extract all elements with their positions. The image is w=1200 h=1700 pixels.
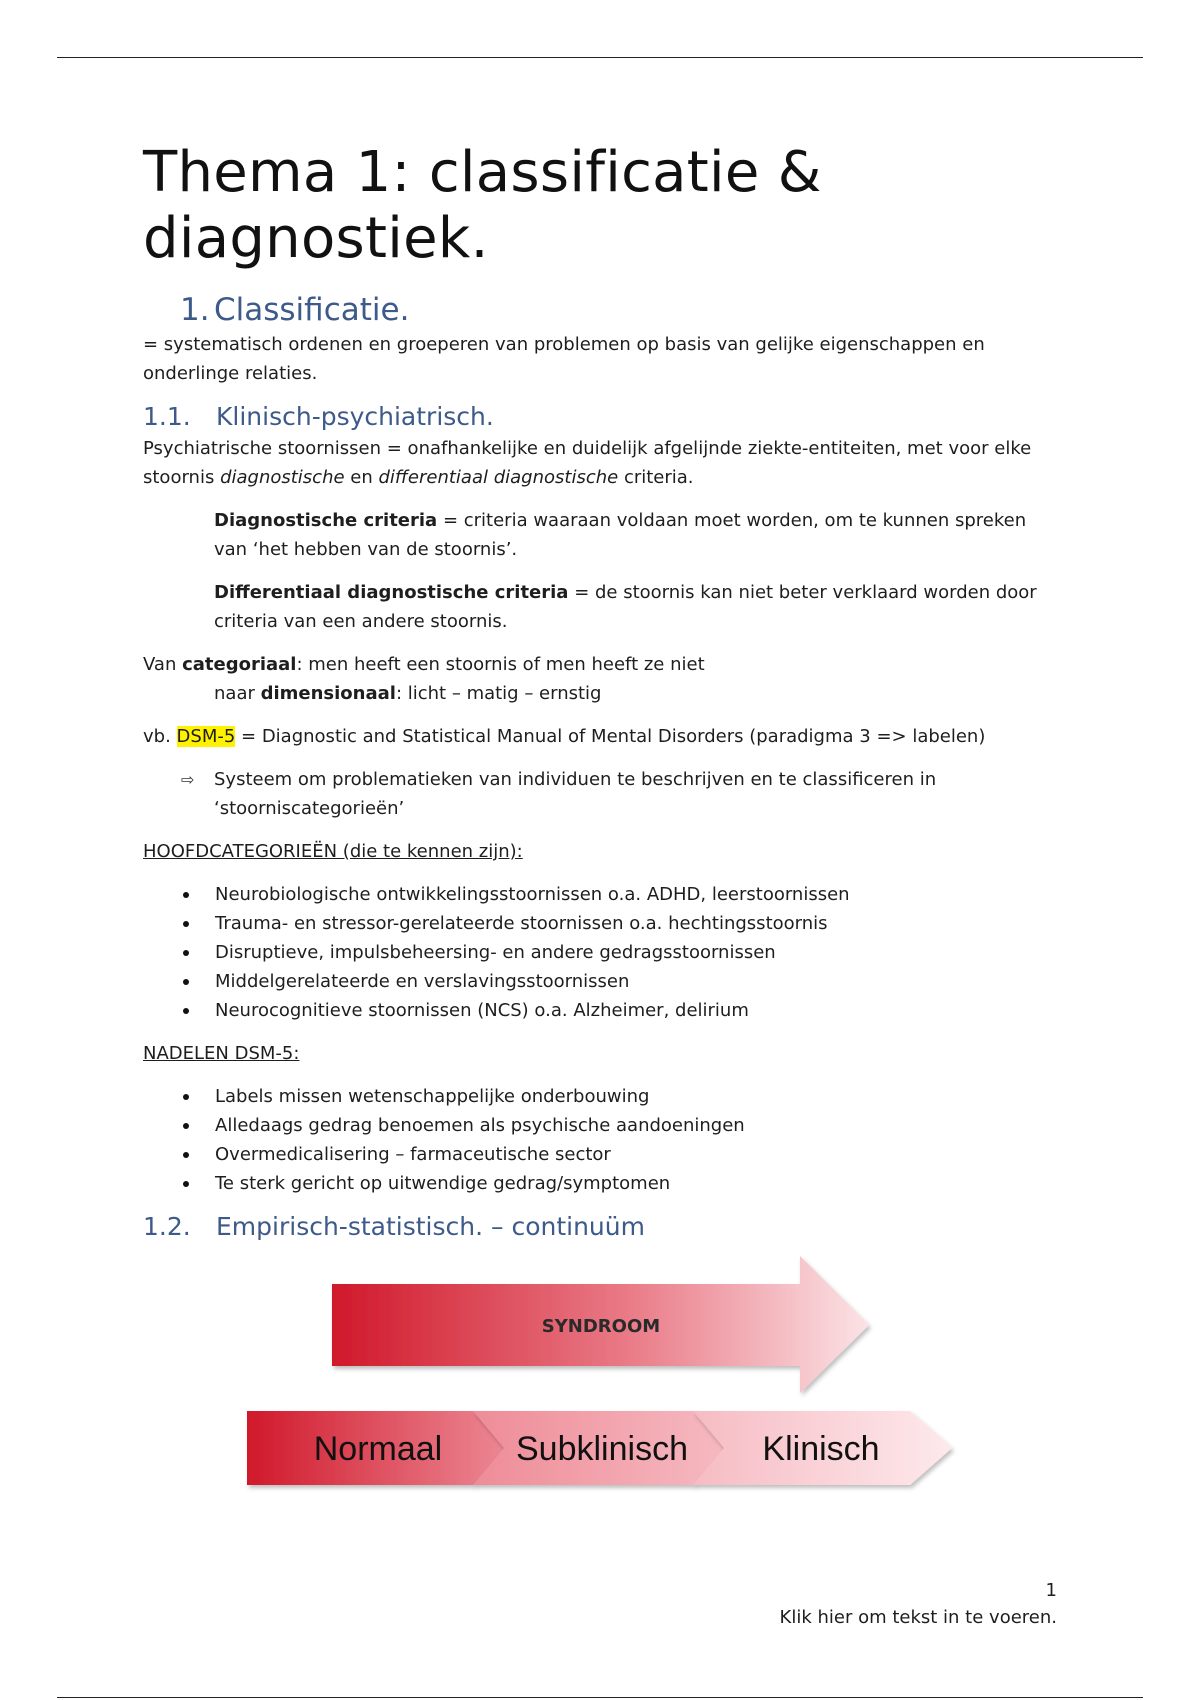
continuum-diagram-svg (143, 1256, 1063, 1506)
heading-text: Classificatie. (214, 292, 410, 328)
list-item: Disruptieve, impulsbeheersing- en andere gedragsstoornissen (143, 938, 1063, 967)
list-item: Neurocognitieve stoornissen (NCS) o.a. Alzheimer, delirium (143, 996, 1063, 1025)
footer-placeholder-text[interactable]: Klik hier om tekst in te voeren. (779, 1607, 1057, 1628)
diagnostic-criteria-definition: Diagnostische criteria = criteria waaraan voldaan moet worden, om te kunnen spreken van ‘het hebben van de stoornis’. (214, 510, 1027, 560)
list-item: Trauma- en stressor-gerelateerde stoornissen o.a. hechtingsstoornis (143, 909, 1063, 938)
syndroom-label: SYNDROOM (541, 1316, 661, 1337)
klinisch-intro: Psychiatrische stoornissen = onafhankelijke en duidelijk afgelijnde ziekte-entiteiten, met voor elke stoornis diagnostische en differentiaal diagnostische criteria. (143, 438, 1032, 488)
dsm5-example: vb. DSM-5 = Diagnostic and Statistical Manual of Mental Disorders (paradigma 3 => labelen) (143, 726, 986, 747)
heading-number: 1.1. (143, 402, 191, 431)
main-categories-list (143, 880, 1063, 1025)
document-title: Thema 1: classificatie & diagnostiek. (143, 140, 822, 271)
document-page (143, 140, 1063, 1506)
right-arrow-icon: ⇨ (181, 770, 195, 789)
heading-text: Empirisch-statistisch. – continuüm (216, 1212, 645, 1241)
page-footer (780, 1577, 1057, 1631)
heading-number: 1. (180, 292, 210, 328)
main-categories-heading: HOOFDCATEGORIEËN (die te kennen zijn): (143, 841, 523, 862)
arrow-bullet-text: Systeem om problematieken van individuen te beschrijven en te classificeren in ‘stoorniscategorieën’ (214, 769, 937, 819)
heading-number: 1.2. (143, 1212, 191, 1241)
list-item: Overmedicalisering – farmaceutische sector (143, 1140, 1063, 1169)
list-item: Labels missen wetenschappelijke onderbouwing (143, 1082, 1063, 1111)
heading-klinisch-psychiatrisch (143, 402, 1063, 432)
classificatie-definition: = systematisch ordenen en groeperen van problemen op basis van gelijke eigenschappen en onderlinge relaties. (143, 334, 985, 384)
step-label-subklinisch: Subklinisch (516, 1430, 688, 1468)
continuum-diagram (143, 1256, 1063, 1506)
arrow-bullet (181, 765, 1063, 823)
heading-text: Klinisch-psychiatrisch. (216, 402, 494, 431)
header-rule (57, 57, 1143, 58)
page-number: 1 (1045, 1580, 1057, 1601)
footer-rule (57, 1697, 1143, 1698)
list-item: Alledaags gedrag benoemen als psychische aandoeningen (143, 1111, 1063, 1140)
drawbacks-heading: NADELEN DSM-5: (143, 1043, 300, 1064)
list-item: Middelgerelateerde en verslavingsstoornissen (143, 967, 1063, 996)
van-categoriaal: Van categoriaal: men heeft een stoornis of men heeft ze niet (143, 654, 705, 675)
list-item: Te sterk gericht op uitwendige gedrag/symptomen (143, 1169, 1063, 1198)
list-item: Neurobiologische ontwikkelingsstoornissen o.a. ADHD, leerstoornissen (143, 880, 1063, 909)
naar-dimensionaal: naar dimensionaal: licht – matig – ernstig (214, 683, 602, 704)
heading-classificatie (180, 292, 1063, 328)
dsm5-highlight: DSM-5 (176, 726, 236, 747)
step-label-klinisch: Klinisch (762, 1430, 880, 1468)
heading-empirisch-statistisch (143, 1212, 1063, 1242)
differential-criteria-definition: Differentiaal diagnostische criteria = de stoornis kan niet beter verklaard worden door criteria van een andere stoornis. (214, 582, 1037, 632)
step-label-normaal: Normaal (313, 1430, 443, 1468)
drawbacks-list (143, 1082, 1063, 1198)
